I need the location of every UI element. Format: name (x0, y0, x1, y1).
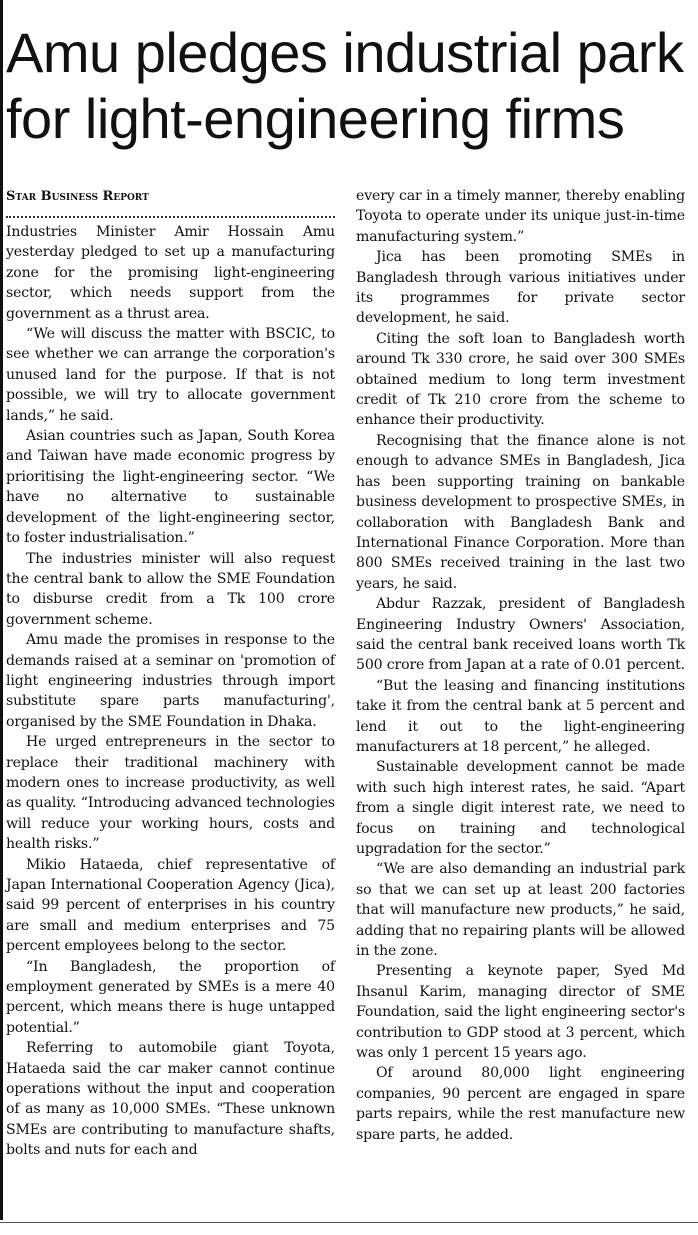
headline-line-1: Amu pledges industrial park (6, 21, 684, 84)
paragraph: Presenting a keynote paper, Syed Md Ihsanul Karim, managing director of SME Foundation, said the light engineering sector's contribution to GDP stood at 3 percent, which was only 1 percent 15 years ago. (356, 963, 685, 1062)
paragraph: Mikio Hataeda, chief representative of Japan International Cooperation Agency (Jica), said 99 percent of enterprises in his country are small and medium enterprises and 75 percent employees belong to the sector. (6, 856, 335, 955)
paragraph: “But the leasing and financing institutions take it from the central bank at 5 percent and lend it out to the light-engineering manufacturers at 18 percent,” he alleged. (356, 677, 685, 755)
paragraph: Citing the soft loan to Bangladesh worth around Tk 330 crore, he said over 300 SMEs obtained medium to long term investment credit of Tk 210 crore from the scheme to enhance their productivity. (356, 330, 685, 429)
paragraph: Abdur Razzak, president of Bangladesh Engineering Industry Owners' Association, said the central bank received loans worth Tk 500 crore from Japan at a rate of 0.01 percent. (356, 596, 685, 674)
headline (6, 20, 694, 152)
paragraph: Recognising that the finance alone is not enough to advance SMEs in Bangladesh, Jica has been supporting training on bankable business development to prospective SMEs, in collaboration with Bangladesh Bank and International Finance Corporation. More than 800 SMEs received training in the last two years, he said. (356, 432, 685, 592)
paragraph-continuation: every car in a timely manner, thereby enabling Toyota to operate under its unique just-in-time manufacturing system.” (356, 188, 685, 245)
paragraph: “We will discuss the matter with BSCIC, to see whether we can arrange the corporation's unused land for the purpose. If that is not possible, we will try to allocate government lands,” he said. (6, 326, 335, 424)
paragraph: Amu made the promises in response to the demands raised at a seminar on 'promotion of light engineering industries through import substitute spare parts manufacturing', organised by the SME Foundation in Dhaka. (6, 632, 335, 730)
article-column-1 (6, 186, 335, 1161)
paragraph: Industries Minister Amir Hossain Amu yesterday pledged to set up a manufacturing zone for the promising light-engineering sector, which needs support from the government as a thrust area. (6, 224, 335, 322)
paragraph: He urged entrepreneurs in the sector to replace their traditional machinery with modern ones to increase productivity, as well as quality. “Introducing advanced technologies will reduce your working hours, costs and health risks.” (6, 734, 335, 853)
paragraph: The industries minister will also request the central bank to allow the SME Foundation to disburse credit from a Tk 100 crore government scheme. (6, 550, 335, 628)
bottom-rule (0, 1222, 698, 1223)
paragraph: Referring to automobile giant Toyota, Hataeda said the car maker cannot continue operations without the input and cooperation of as many as 10,000 SMEs. “These unknown SMEs are contributing to manufacture shafts, bolts and nuts for each and (6, 1040, 335, 1159)
byline: Star Business Report (6, 189, 149, 204)
paragraph: Of around 80,000 light engineering companies, 90 percent are engaged in spare parts repairs, while the rest manufacture new spare parts, he added. (356, 1065, 685, 1143)
dotted-divider (6, 210, 335, 218)
headline-line-2: for light-engineering firms (6, 87, 625, 150)
article-column-2 (356, 186, 685, 1145)
left-border-rule (0, 0, 3, 1220)
paragraph: Asian countries such as Japan, South Korea and Taiwan have made economic progress by prioritising the light-engineering sector. “We have no alternative to sustainable development of the light-engineering sector, to foster industrialisation.” (6, 428, 335, 547)
paragraph: Sustainable development cannot be made with such high interest rates, he said. “Apart from a single digit interest rate, we need to focus on training and technological upgradation for the sector.” (356, 759, 685, 857)
paragraph: Jica has been promoting SMEs in Bangladesh through various initiatives under its programmes for private sector development, he said. (356, 249, 685, 327)
paragraph: “We are also demanding an industrial park so that we can set up at least 200 factories that will manufacture new products,” he said, adding that no repairing plants will be allowed in the zone. (356, 861, 685, 960)
paragraph: “In Bangladesh, the proportion of employment generated by SMEs is a mere 40 percent, which means there is huge untapped potential.” (6, 958, 335, 1036)
